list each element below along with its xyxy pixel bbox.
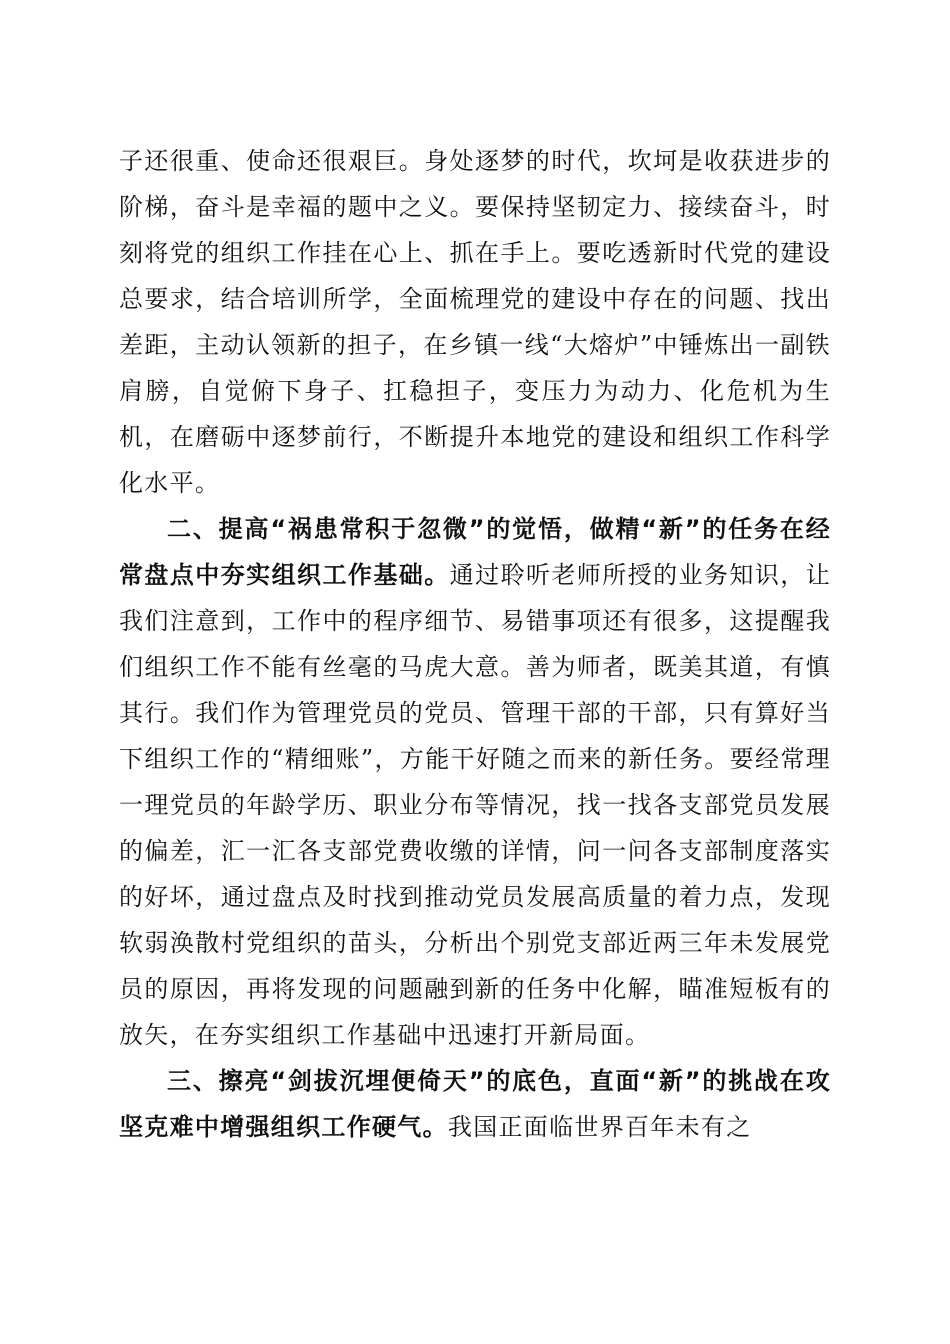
paragraph-section-two (119, 506, 831, 1058)
paragraph-section-three (119, 1058, 831, 1150)
paragraph-body: 我国正面临世界百年未有之 (447, 1113, 752, 1141)
paragraph-body: 子还很重、使命还很艰巨。身处逐梦的时代，坎坷是收获进步的阶梯，奋斗是幸福的题中之义。要保持坚韧定力、接续奋斗，时刻将党的组织工作挂在心上、抓在手上。要吃透新时代党的建设总要求，结合培训所学，全面梳理党的建设中存在的问题、找出差距，主动认领新的担子，在乡镇一线“大熔炉”中锤炼出一副铁肩膀，自觉俯下身子、扛稳担子，变压力为动力、化危机为生机，在磨砺中逐梦前行，不断提升本地党的建设和组织工作科学化水平。 (119, 147, 831, 497)
document-body (119, 138, 831, 1150)
paragraph-body: 通过聆听老师所授的业务知识，让我们注意到，工作中的程序细节、易错事项还有很多，这提醒我们组织工作不能有丝毫的马虎大意。善为师者，既美其道，有慎其行。我们作为管理党员的党员、管理干部的干部，只有算好当下组织工作的“精细账”，方能干好随之而来的新任务。要经常理一理党员的年龄学历、职业分布等情况，找一找各支部党员发展的偏差，汇一汇各支部党费收缴的详情，问一问各支部制度落实的好坏，通过盘点及时找到推动党员发展高质量的着力点，发现软弱涣散村党组织的苗头，分析出个别党支部近两三年未发展党员的原因，再将发现的问题融到新的任务中化解，瞄准短板有的放矢，在夯实组织工作基础中迅速打开新局面。 (119, 561, 832, 1049)
section-heading: 二、提高“祸患常积于忽微”的觉悟，做精“新”的任务在经常盘点中夯实组织工作基础。 (119, 515, 831, 589)
section-heading: 三、擦亮“剑拔沉埋便倚天”的底色，直面“新”的挑战在攻坚克难中增强组织工作硬气。 (119, 1067, 831, 1141)
paragraph-continuation (119, 138, 831, 506)
